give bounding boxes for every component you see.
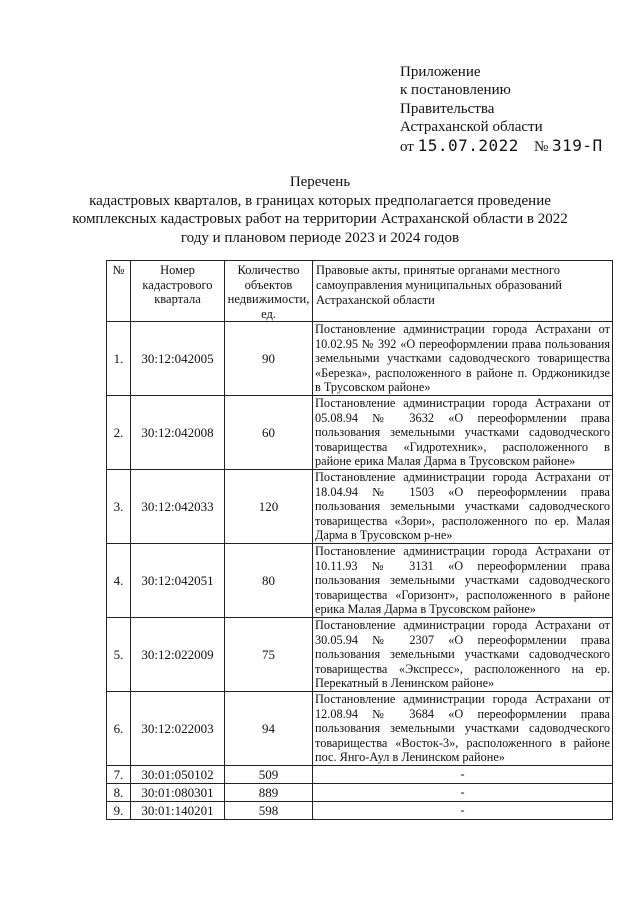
cell-cnt: 80 [225, 544, 313, 618]
cell-act: - [313, 766, 613, 784]
table-row [107, 544, 613, 618]
cell-act: Постановление администрации города Астрахани от 05.08.94 № 3632 «О переоформлении права пользования земельными участками садоводческого товарищества «Гидротехник», расположенного в районе ерика Малая Дарма в Трусовском районе» [313, 396, 613, 470]
cell-num: 1. [107, 322, 131, 396]
cell-cnt: 509 [225, 766, 313, 784]
cell-kad: 30:12:042051 [131, 544, 225, 618]
appendix-line: Правительства [400, 100, 495, 117]
table-row [107, 470, 613, 544]
cell-cnt: 120 [225, 470, 313, 544]
cell-kad: 30:12:022003 [131, 692, 225, 766]
table-row [107, 692, 613, 766]
table-row [107, 396, 613, 470]
table-header-row [107, 261, 613, 322]
cell-kad: 30:12:042005 [131, 322, 225, 396]
table-row [107, 802, 613, 820]
cell-cnt: 889 [225, 784, 313, 802]
title-line: году и плановом периоде 2023 и 2024 годов [180, 229, 460, 246]
cell-kad: 30:12:042033 [131, 470, 225, 544]
document-title [0, 173, 640, 247]
cell-kad: 30:01:140201 [131, 802, 225, 820]
cell-act: Постановление администрации города Астрахани от 10.02.95 № 392 «О переоформлении права пользования земельными участками садоводческого товарищества «Березка», расположенного в районе п. Орджоникидзе в Трусовском районе» [313, 322, 613, 396]
appendix-block [400, 63, 603, 156]
cell-kad: 30:01:050102 [131, 766, 225, 784]
appendix-date-line [400, 137, 603, 156]
table-row [107, 618, 613, 692]
cell-act: Постановление администрации города Астрахани от 12.08.94 № 3684 «О переоформлении права пользования земельными участками садоводческого товарищества «Восток-3», расположенного в районе пос. Янго-Аул в Ленинском районе» [313, 692, 613, 766]
cell-num: 9. [107, 802, 131, 820]
cell-cnt: 598 [225, 802, 313, 820]
table-row [107, 784, 613, 802]
cell-num: 8. [107, 784, 131, 802]
cell-num: 2. [107, 396, 131, 470]
header-num: № [107, 261, 131, 322]
cell-cnt: 75 [225, 618, 313, 692]
header-legal: Правовые акты, принятые органами местного самоуправления муниципальных образований Астраханской области [313, 261, 613, 322]
number-stamp: 319-П [552, 135, 603, 155]
date-stamp: 15.07.2022 [417, 135, 519, 155]
number-prefix: № [533, 138, 549, 155]
appendix-line: к постановлению [400, 82, 511, 99]
title-word: Перечень [289, 174, 351, 190]
date-prefix: от [400, 138, 414, 155]
header-cnt: Количество объектов недвижимости, ед. [225, 261, 313, 322]
cell-act: Постановление администрации города Астрахани от 18.04.94 № 1503 «О переоформлении права пользования земельными участками садоводческого товарищества «Зори», расположенного по ер. Малая Дарма в Трусовском р-не» [313, 470, 613, 544]
cell-kad: 30:01:080301 [131, 784, 225, 802]
cell-act: - [313, 784, 613, 802]
cell-num: 6. [107, 692, 131, 766]
title-line: кадастровых кварталов, в границах которых предполагается проведение [89, 192, 551, 209]
cell-cnt: 90 [225, 322, 313, 396]
table-row [107, 322, 613, 396]
cell-num: 5. [107, 618, 131, 692]
title-line: комплексных кадастровых работ на территории Астраханской области в 2022 [72, 211, 568, 227]
header-kad: Номер кадастрового квартала [131, 261, 225, 322]
cell-num: 3. [107, 470, 131, 544]
cell-cnt: 94 [225, 692, 313, 766]
appendix-line: Астраханской области [400, 119, 543, 136]
cell-kad: 30:12:042008 [131, 396, 225, 470]
cell-act: Постановление администрации города Астрахани от 10.11.93 № 3131 «О переоформлении права пользования земельными участками садоводческого товарищества «Горизонт», расположенного в районе ерика Малая Дарма в Трусовском районе» [313, 544, 613, 618]
cell-act: - [313, 802, 613, 820]
cell-cnt: 60 [225, 396, 313, 470]
cadastral-table [106, 260, 613, 820]
cell-kad: 30:12:022009 [131, 618, 225, 692]
cell-act: Постановление администрации города Астрахани от 30.05.94 № 2307 «О переоформлении права пользования земельными участками садоводческого товарищества «Экспресс», расположенного на ер. Перекатный в Ленинском районе» [313, 618, 613, 692]
appendix-line: Приложение [400, 64, 481, 80]
table-row [107, 766, 613, 784]
cell-num: 7. [107, 766, 131, 784]
cell-num: 4. [107, 544, 131, 618]
